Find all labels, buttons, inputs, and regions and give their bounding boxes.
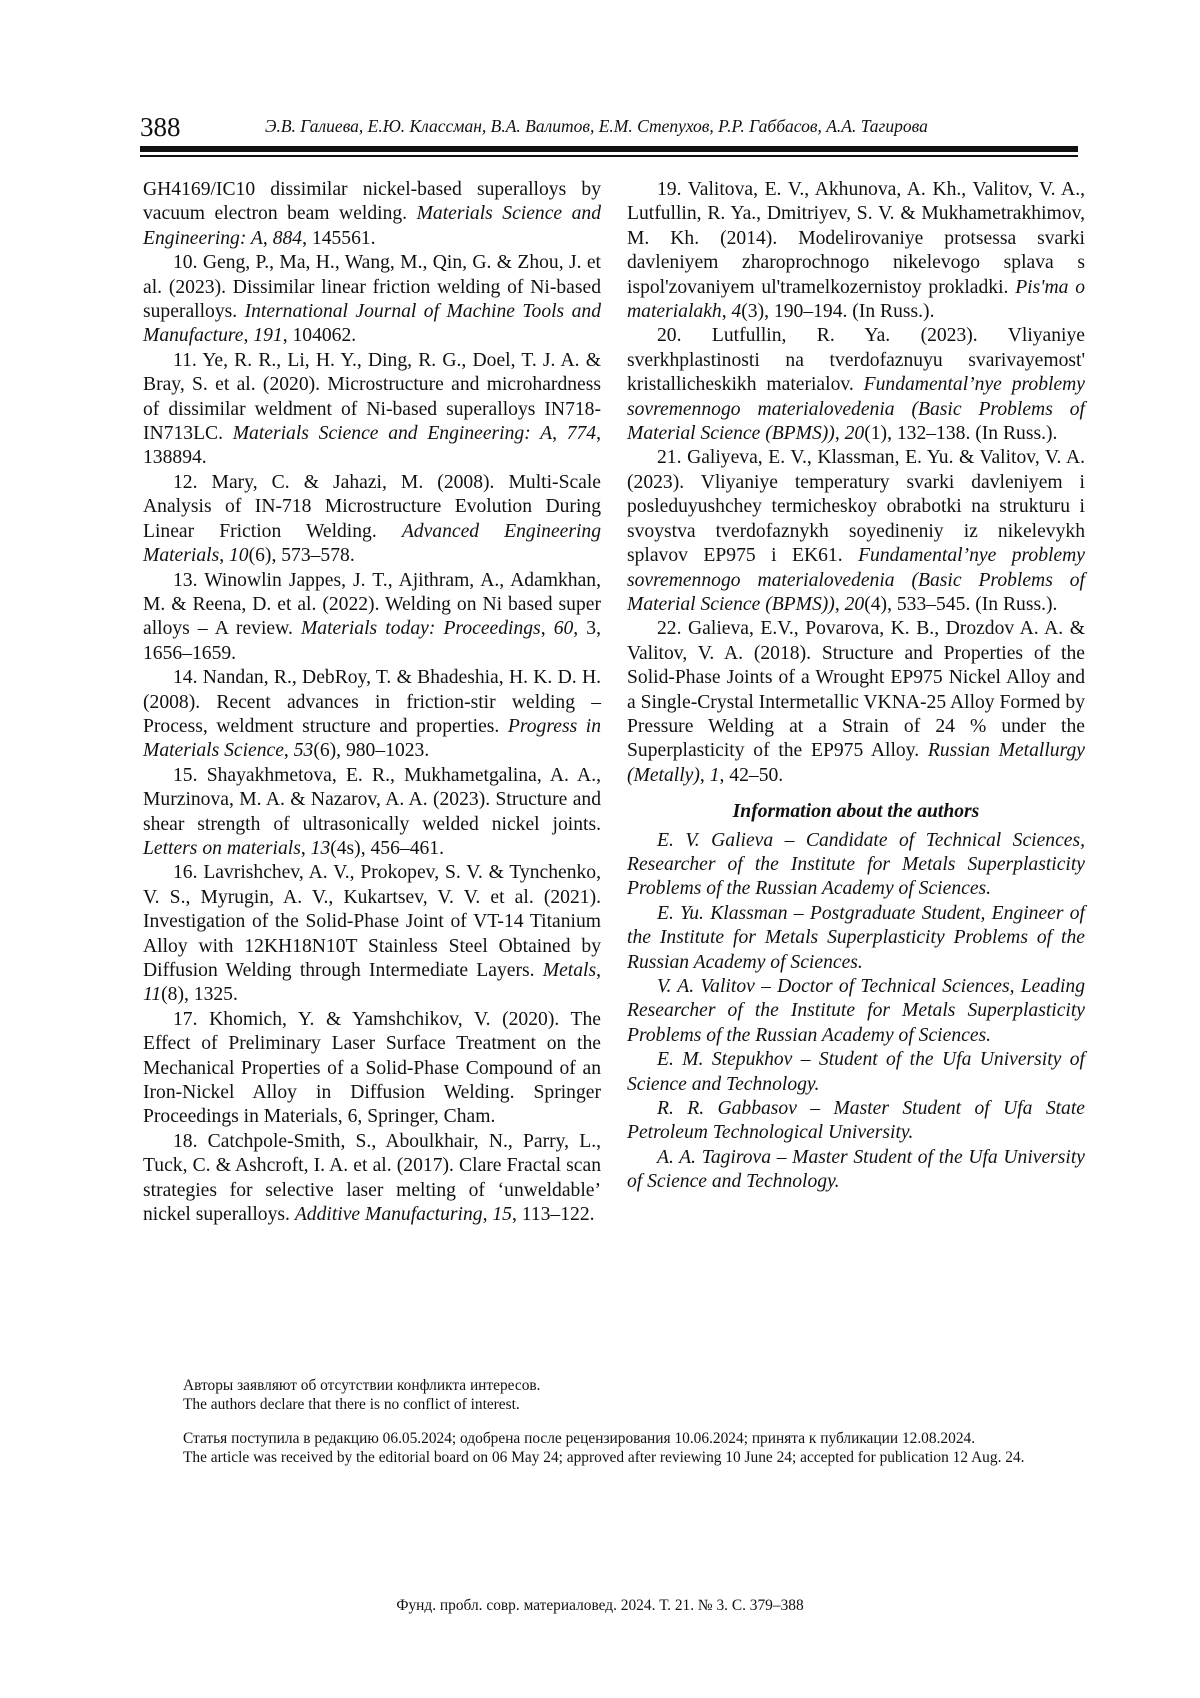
reference-volume: 13 <box>310 837 331 859</box>
author-entry: R. R. Gabbasov – Master Student of Ufa State Petroleum Technological University. <box>627 1098 1085 1144</box>
reference-entry <box>143 1008 601 1130</box>
conflict-en: The authors declare that there is no conflict of interest. <box>183 1396 520 1413</box>
reference-sep: , <box>482 1204 493 1226</box>
reference-tail: (4), 533–545. (In Russ.). <box>864 593 1058 615</box>
reference-volume: 15 <box>492 1204 512 1226</box>
reference-entry <box>627 324 1085 446</box>
reference-text: 17. Khomich, Y. & Yamshchikov, V. (2020). The Effect of Preliminary Laser Surface Treatment on the Mechanical Properties of a Solid-Phase Compound of an Iron-Nickel Alloy in Diffusion Welding. Springer Proceedings in Materials, 6, Springer, Cham. <box>143 1008 601 1128</box>
reference-sep: , <box>596 960 601 981</box>
reference-tail: (4s), 456–461. <box>330 837 444 859</box>
article-dates <box>143 1429 1083 1467</box>
dates-ru: Статья поступила в редакцию 06.05.2024; одобрена после рецензирования 10.06.2024; принята к публикации 12.08.2024. <box>183 1430 976 1447</box>
reference-tail: (3), 190–194. (In Russ.). <box>741 301 935 323</box>
reference-volume: 4 <box>731 301 742 323</box>
reference-volume: 774 <box>566 423 597 445</box>
reference-journal: International Journal of Machine Tools and Manufacture <box>143 301 601 347</box>
reference-journal: Letters on materials <box>143 837 301 859</box>
reference-text: 10. Geng, P., Ma, H., Wang, M., Qin, G. & Zhou, J. et al. (2023). Dissimilar linear friction welding of Ni-based superalloys. <box>143 252 601 323</box>
reference-tail: (6), 573–578. <box>248 545 355 567</box>
reference-sep: , <box>699 764 710 786</box>
reference-volume: 53 <box>293 740 314 762</box>
conflict-ru: Авторы заявляют об отсутствии конфликта интересов. <box>183 1377 541 1394</box>
reference-text: GH4169/IC10 dissimilar nickel-based superalloys by vacuum electron beam welding. <box>143 179 601 225</box>
reference-volume: 191 <box>253 325 283 347</box>
reference-entry <box>143 764 601 862</box>
reference-sep: , <box>834 593 845 615</box>
reference-entry <box>143 666 601 764</box>
reference-journal: Progress in Materials Science <box>143 715 601 762</box>
reference-volume: 60 <box>553 618 574 640</box>
reference-journal: Materials Science and Engineering: A <box>143 203 601 249</box>
journal-citation-footer: Фунд. пробл. совр. материаловед. 2024. Т. 21. № 3. С. 379–388 <box>396 1597 804 1614</box>
reference-entry <box>143 861 601 1007</box>
reference-entry <box>143 1130 601 1228</box>
reference-entry <box>143 349 601 471</box>
reference-entry <box>627 446 1085 617</box>
running-head-authors: Э.В. Галиева, Е.Ю. Классман, В.А. Валитов, Е.М. Степухов, Р.Р. Габбасов, А.А. Тагирова <box>265 116 928 136</box>
author-entry: E. Yu. Klassman – Postgraduate Student, Engineer of the Institute for Metals Superplasticity Problems of the Russian Academy of Sciences. <box>627 902 1085 973</box>
reference-tail: , 104062. <box>282 325 357 347</box>
reference-tail: , 3, 1656–1659. <box>143 618 602 664</box>
reference-list-left <box>143 251 601 1227</box>
reference-journal: Russian Metallurgy (Metally) <box>627 740 1085 786</box>
reference-sep: , <box>243 325 254 347</box>
left-column <box>143 178 601 1227</box>
reference-text: 16. Lavrishchev, A. V., Prokopev, S. V. & Tynchenko, V. S., Myrugin, A. V., Kukartsev, V. V. et al. (2021). Investigation of the Solid-Phase Joint of VT-14 Titanium Alloy with 12KH18N10T Stainless Steel Obtained by Diffusion Welding through Intermediate Layers. <box>143 862 601 981</box>
reference-continued <box>143 178 601 251</box>
dates-en: The article was received by the editorial board on 06 May 24; approved after reviewing 10 June 24; accepted for publication 12 Aug. 24. <box>183 1449 1025 1466</box>
reference-tail: , 138894. <box>143 423 601 469</box>
reference-entry <box>143 251 601 349</box>
reference-text: 14. Nandan, R., DebRoy, T. & Bhadeshia, H. K. D. H. (2008). Recent advances in friction-stir welding – Process, weldment structure and properties. <box>143 667 601 737</box>
reference-sep: , <box>262 227 273 249</box>
reference-journal: Materials Science and Engineering: A <box>232 423 553 445</box>
reference-sep: , <box>283 740 294 762</box>
reference-journal: Additive Manufacturing <box>294 1204 483 1226</box>
header-rule-thin <box>140 155 1078 157</box>
reference-text: 22. Galieva, E.V., Povarova, K. B., Drozdov A. A. & Valitov, V. A. (2018). Structure and Properties of the Solid-Phase Joints of a Wrought EP975 Nickel Alloy and a Single-Crystal Intermetallic VKNA-25 Alloy Formed by Pressure Welding at a Strain of 24 % under the Superplasticity of the EP975 Alloy. <box>627 618 1085 762</box>
reference-volume: 1 <box>709 764 720 786</box>
header-rule-thick <box>140 146 1078 152</box>
conflict-statement <box>183 1376 1083 1414</box>
reference-journal: Fundamental’nye problemy sovremennogo materialovedenia (Basic Problems of Material Science (BPMS)) <box>627 374 1085 445</box>
author-entry: A. A. Tagirova – Master Student of the Ufa University of Science and Technology. <box>627 1146 1085 1193</box>
reference-entry <box>627 178 1085 324</box>
reference-sep: , <box>540 618 554 640</box>
author-entry: V. A. Valitov – Doctor of Technical Sciences, Leading Researcher of the Institute for Metals Superplasticity Problems of the Russian Academy of Sciences. <box>627 976 1085 1046</box>
reference-volume: 884 <box>272 227 303 249</box>
reference-entry <box>143 569 601 667</box>
author-entry: E. V. Galieva – Candidate of Technical Sciences, Researcher of the Institute for Metals Superplasticity Problems of the Russian Academy of Sciences. <box>627 829 1085 900</box>
reference-sep: , <box>300 837 311 859</box>
reference-volume: 20 <box>844 593 865 615</box>
reference-journal: Pis'ma o materialakh <box>627 276 1085 323</box>
reference-sep: , <box>552 423 567 445</box>
page-number: 388 <box>140 112 181 142</box>
reference-sep: , <box>834 423 845 445</box>
reference-text: 11. Ye, R. R., Li, H. Y., Ding, R. G., Doel, T. J. A. & Bray, S. et al. (2020). Microstructure and microhardness of dissimilar weldment of Ni-based superalloys IN718-IN713LC. <box>143 349 601 445</box>
reference-volume: 20 <box>844 423 865 445</box>
right-column <box>627 178 1085 1195</box>
author-entry: E. M. Stepukhov – Student of the Ufa University of Science and Technology. <box>627 1049 1085 1095</box>
reference-tail: (8), 1325. <box>161 984 238 1006</box>
reference-journal: Advanced Engineering Materials <box>143 520 601 567</box>
reference-volume: 11 <box>143 984 162 1006</box>
reference-journal: Materials today: Proceedings <box>300 618 541 640</box>
reference-text: 21. Galiyeva, E. V., Klassman, E. Yu. & Valitov, V. A. (2023). Vliyaniye temperatury svarki davleniyem i posleduyushchey termicheskoy obrabotki na strukturu i svoystva tverdofaznykh soyedineniy iz nikelevykh splavov EP975 i EK61. <box>627 447 1085 567</box>
reference-volume: 10 <box>229 545 249 567</box>
reference-text: 20. Lutfullin, R. Ya. (2023). Vliyaniye sverkhplastinosti na tverdofaznuyu svarivayemost' kristallicheskikh materialov. <box>627 325 1085 396</box>
reference-tail: , 42–50. <box>719 764 784 786</box>
reference-journal: Metals <box>542 960 597 981</box>
reference-text: 15. Shayakhmetova, E. R., Mukhametgalina, A. A., Murzinova, M. A. & Nazarov, A. A. (2023). Structure and shear strength of ultrasonically welded nickel joints. <box>143 764 601 835</box>
authors-section-title: Information about the authors <box>732 801 980 823</box>
reference-text: 19. Valitova, E. V., Akhunova, A. Kh., Valitov, V. A., Lutfullin, R. Ya., Dmitriyev, S. V. & Mukhametrakhimov, M. Kh. (2014). Modelirovaniye protsessa svarki davleniyem zharoprochnogo nikelevogo splava s ispol'zovaniyem ul'tramelkozernistoy prokladki. <box>627 179 1085 298</box>
reference-tail: (1), 132–138. (In Russ.). <box>864 423 1058 445</box>
reference-entry <box>143 471 601 569</box>
reference-tail: (6), 980–1023. <box>313 740 430 762</box>
reference-text: 13. Winowlin Jappes, J. T., Ajithram, A., Adamkhan, M. & Reena, D. et al. (2022). Welding on Ni based super alloys – A review. <box>143 569 601 640</box>
reference-tail: , 113–122. <box>511 1204 595 1226</box>
reference-journal: Fundamental’nye problemy sovremennogo materialovedenia (Basic Problems of Material Science (BPMS)) <box>627 545 1086 615</box>
reference-entry <box>627 617 1085 788</box>
reference-sep: , <box>721 301 732 323</box>
reference-sep: , <box>219 545 229 567</box>
reference-tail: , 145561. <box>302 227 376 249</box>
reference-text: 12. Mary, C. & Jahazi, M. (2008). Multi-Scale Analysis of IN-718 Microstructure Evolution During Linear Friction Welding. <box>143 471 601 542</box>
reference-list-right <box>627 178 1085 788</box>
reference-text: 18. Catchpole-Smith, S., Aboulkhair, N., Parry, L., Tuck, C. & Ashcroft, I. A. et al. (2017). Clare Fractal scan strategies for selective laser melting of ‘unweldable’ nickel superalloys. <box>143 1130 601 1226</box>
